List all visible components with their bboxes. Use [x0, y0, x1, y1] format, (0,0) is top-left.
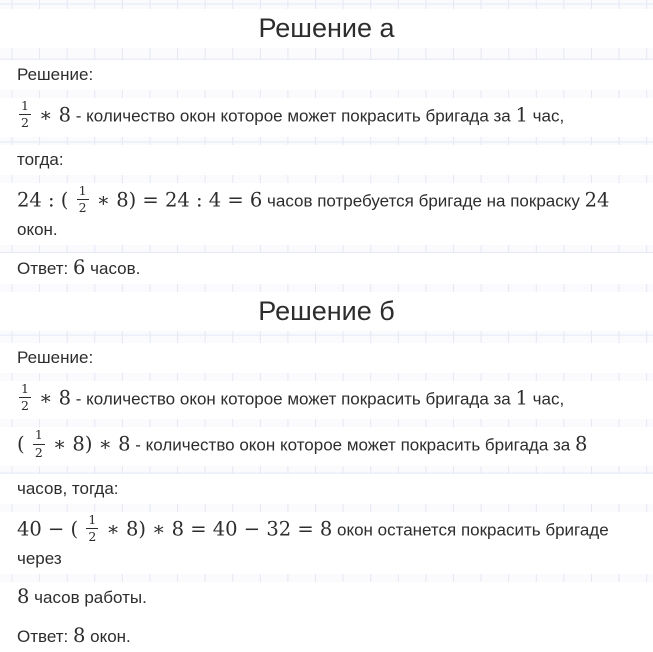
text-segment: часов работы. [29, 587, 147, 607]
math-segment: 1 [515, 385, 528, 409]
fraction [77, 184, 89, 216]
text-segment: час, [527, 106, 565, 126]
math-segment: 40 − ( [17, 517, 85, 541]
solution-line [0, 60, 653, 90]
solution-section [0, 9, 653, 284]
solution-line [0, 621, 653, 652]
math-segment: ∗ 8) ∗ 8 = 40 − 32 = 8 [100, 517, 333, 541]
solution-line [0, 253, 653, 284]
text-segment: Решение: [17, 65, 94, 84]
fraction [33, 428, 45, 460]
text-segment: окон. [85, 626, 131, 646]
text-segment: час, [527, 388, 565, 408]
math-segment: 8 [72, 623, 86, 647]
fraction-numerator: 1 [19, 382, 31, 398]
text-segment: - количество окон которое может покрасить бригада за [71, 388, 516, 408]
solution-line [0, 98, 653, 137]
math-segment: 8 [574, 432, 588, 456]
fraction-numerator: 1 [19, 99, 31, 115]
solution-line [0, 582, 653, 613]
fraction-denominator: 2 [88, 529, 97, 545]
solution-section [0, 292, 653, 652]
text-segment: Ответ: [17, 258, 73, 278]
solution-line [0, 474, 653, 504]
fraction-denominator: 2 [21, 397, 29, 413]
fraction-numerator: 1 [86, 513, 98, 529]
fraction-numerator: 1 [33, 428, 45, 444]
fraction-denominator: 2 [21, 115, 29, 131]
math-segment: 24 : ( [17, 188, 75, 212]
math-segment: 6 [72, 255, 86, 279]
math-segment: ∗ 8 [32, 103, 72, 127]
section-title: Решение а [0, 9, 653, 48]
text-segment: часов. [85, 258, 141, 278]
solution-line [0, 145, 653, 175]
solution-line [0, 512, 653, 574]
math-segment: ∗ 8 [32, 385, 72, 409]
math-segment: ∗ 8) = 24 : 4 = 6 [90, 188, 263, 212]
fraction-numerator: 1 [77, 184, 89, 200]
fraction [19, 99, 31, 131]
section-title: Решение б [0, 292, 653, 331]
text-segment: часов потребуется бригаде на покраску [262, 191, 585, 211]
text-segment: тогда: [17, 149, 64, 169]
text-segment: - количество окон которое может покрасить бригада за [71, 106, 516, 126]
math-segment: 8 [17, 584, 30, 608]
solution-line [0, 427, 653, 466]
solution-line [0, 343, 653, 373]
fraction [86, 513, 98, 545]
solution-line [0, 381, 653, 420]
text-segment: окон. [17, 219, 58, 239]
math-segment: 24 [584, 188, 610, 212]
solution-line [0, 183, 653, 245]
text-segment: Ответ: [17, 626, 73, 646]
text-segment: - количество окон которое может покрасить бригада за [130, 435, 575, 455]
text-segment: часов, тогда: [17, 479, 119, 498]
text-segment: Решение: [17, 347, 94, 367]
math-segment: ( [17, 432, 31, 456]
fraction [19, 382, 31, 414]
math-segment: ∗ 8) ∗ 8 [46, 432, 131, 456]
fraction-denominator: 2 [34, 444, 43, 460]
text-segment: окон останется покрасить бригаде через [17, 520, 609, 568]
fraction-denominator: 2 [78, 200, 87, 216]
math-segment: 1 [515, 103, 528, 127]
